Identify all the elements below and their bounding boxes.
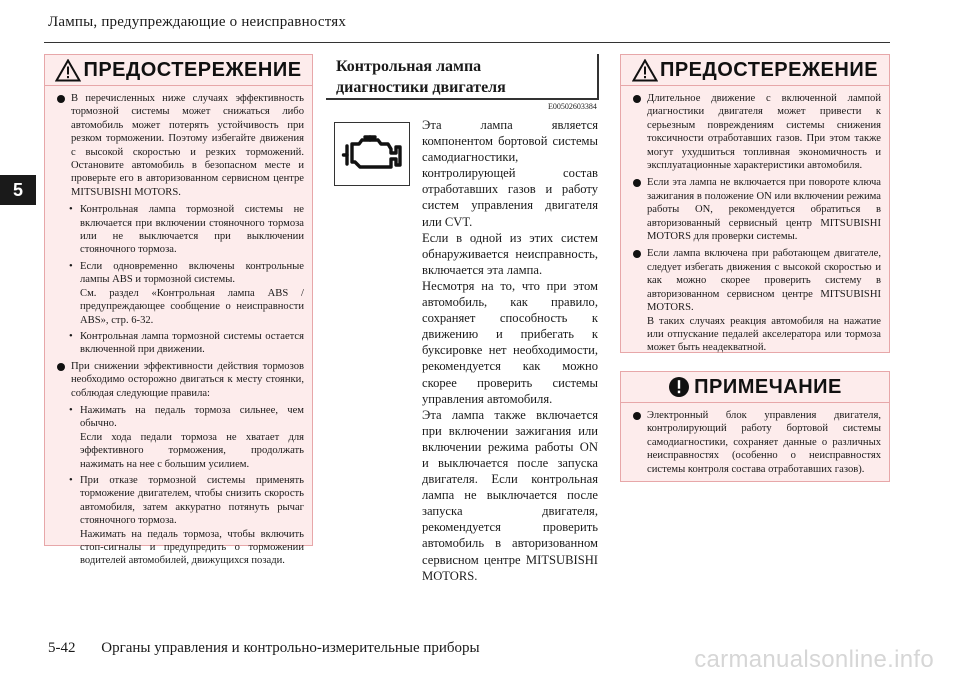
sub-list-item [69,474,304,568]
check-engine-icon [341,134,403,174]
header-divider [44,42,890,43]
left-warning-body [45,86,312,577]
section-body [422,117,598,584]
list-item [631,247,881,354]
list-item [631,176,881,243]
paragraph: Несмотря на то, что при этом автомобиль, как правило, сохраняет способность к движению и прибегать к буксировке нет необходимости, рекомендуется как можно скорее проверить системы управления автомобиля. [422,278,598,406]
sub-bullet: • [69,474,73,486]
warning-triangle-icon [632,59,658,82]
note-body [621,403,889,486]
sub-item-text: Нажимать на педаль тормоза, чтобы включить стоп-сигналы и предупредить о торможении водителей автомобилей, движущихся позади. [80,528,304,567]
check-engine-icon-frame [334,122,410,186]
page-header-title: Лампы, предупреждающие о неисправностях [48,14,347,30]
sub-bullet: • [69,404,73,416]
list-item-text: В таких случаях реакция автомобиля на нажатие или отпускание педалей акселератора или тормоза может быть неадекватной. [647,315,881,354]
right-warning-heading-text: ПРЕДОСТЕРЕЖЕНИЕ [659,58,879,81]
paragraph: Если в одной из этих систем обнаруживается неисправность, включается эта лампа. [422,230,598,277]
section-title [326,54,599,100]
bullet-dot-icon [633,412,641,420]
paragraph: Эта лампа также включается при включении зажигания или включении режима работы ON и выключается после запуска двигателя. Если контрольная лампа не выключается после запуска двигателя, рекомендуется проверить автомобиль в авторизованном сервисном центре MITSUBISHI MOTORS. [422,407,598,583]
left-warning-heading-text: ПРЕДОСТЕРЕЖЕНИЕ [83,58,302,81]
list-item-text: Если лампа включена при работающем двигателе, следует избегать движения с высокой скоростью и как можно скорее проверить систему в авторизованном сервисном центре MITSUBISHI MOTORS. [647,248,881,314]
sub-list-item [69,203,304,257]
bullet-dot-icon [633,95,641,103]
sub-item-text: Контрольная лампа тормозной системы не включается при включении стояночного тормоза или не выключается при выключении стояночного тормоза. [80,204,304,256]
list-item-text: При снижении эффективности действия тормозов необходимо осторожно двигаться к месту стоянки, соблюдая следующие правила: [71,360,304,399]
warning-triangle-icon [55,59,81,82]
bullet-dot-icon [633,250,641,258]
sub-bullet: • [69,204,73,216]
left-warning-box [44,54,313,567]
right-warning-heading [621,55,889,86]
sub-bullet: • [69,330,73,342]
list-item [55,360,304,400]
page-footer [48,640,480,657]
bullet-dot-icon [57,95,65,103]
list-item-text: Если эта лампа не включается при повороте ключа зажигания в положение ON или включении режима работы ON, рекомендуется обратиться в авторизованный сервисный центр MITSUBISHI MOTORS для проверки системы. [647,177,881,243]
note-heading [621,372,889,403]
info-circle-icon [668,376,690,398]
sub-item-text: Нажимать на педаль тормоза сильнее, чем обычно. [80,404,304,430]
list-item [631,409,881,476]
section-title-line: диагностики двигателя [336,79,506,96]
sub-item-text: Контрольная лампа тормозной системы остается включенной при движении. [80,330,304,356]
page-number: 5-42 [48,640,76,656]
note-heading-text: ПРИМЕЧАНИЕ [694,375,842,398]
note-box [620,371,890,482]
list-item-text: В перечисленных ниже случаях эффективность тормозной системы может снижаться либо автомобиль может потерять устойчивость при резком торможении. Поэтому избегайте движения с высокой скоростью и резких торможений. Остановите автомобиль в безопасном месте и проверьте его в авторизованном сервисном центре MITSUBISHI MOTORS. [71,93,304,198]
list-item [55,92,304,199]
list-item-text: Длительное движение с включенной лампой диагностики двигателя может привести к серьезным повреждениям системы снижения токсичности отработавших газов. При этом также могут ухудшиться топливная экономичность и эксплуатационные характеристики автомобиля. [647,93,881,172]
chapter-tab: 5 [0,175,36,205]
paragraph: Эта лампа является компонентом бортовой системы самодиагностики, контролирующей состав отработавших газов и работу систем управления двигателя или CVT. [422,118,598,229]
sub-list-item [69,260,304,327]
watermark: carmanualsonline.info [694,646,934,673]
bullet-dot-icon [57,363,65,371]
reference-code: E00502603384 [548,102,597,111]
sub-list-item [69,404,304,471]
sub-list-item [69,330,304,357]
sub-item-text: См. раздел «Контрольная лампа ABS / предупреждающее сообщение о неисправности ABS», стр. 6-32. [80,287,304,326]
list-item [631,92,881,172]
sub-item-text: При отказе тормозной системы применять торможение двигателем, чтобы снизить скорость автомобиля, затем аккуратно потянуть рычаг стояночного тормоза. [80,474,304,527]
footer-section-title: Органы управления и контрольно-измерительные приборы [101,640,480,656]
bullet-dot-icon [633,179,641,187]
right-warning-box [620,54,890,353]
section-title-line: Контрольная лампа [336,58,482,75]
list-item-text: Электронный блок управления двигателя, контролирующий работу бортовой системы самодиагностики, сохраняет данные о различных неисправностях (особенно о неисправностях системы контроля состава отработавших газов). [647,410,881,475]
right-warning-body [621,86,889,365]
sub-item-text: Если хода педали тормоза не хватает для эффективного торможения, продолжать нажимать на нее с большим усилием. [80,431,304,470]
sub-bullet: • [69,260,73,272]
left-warning-heading [45,55,312,86]
sub-item-text: Если одновременно включены контрольные лампы ABS и тормозной системы. [80,260,304,286]
